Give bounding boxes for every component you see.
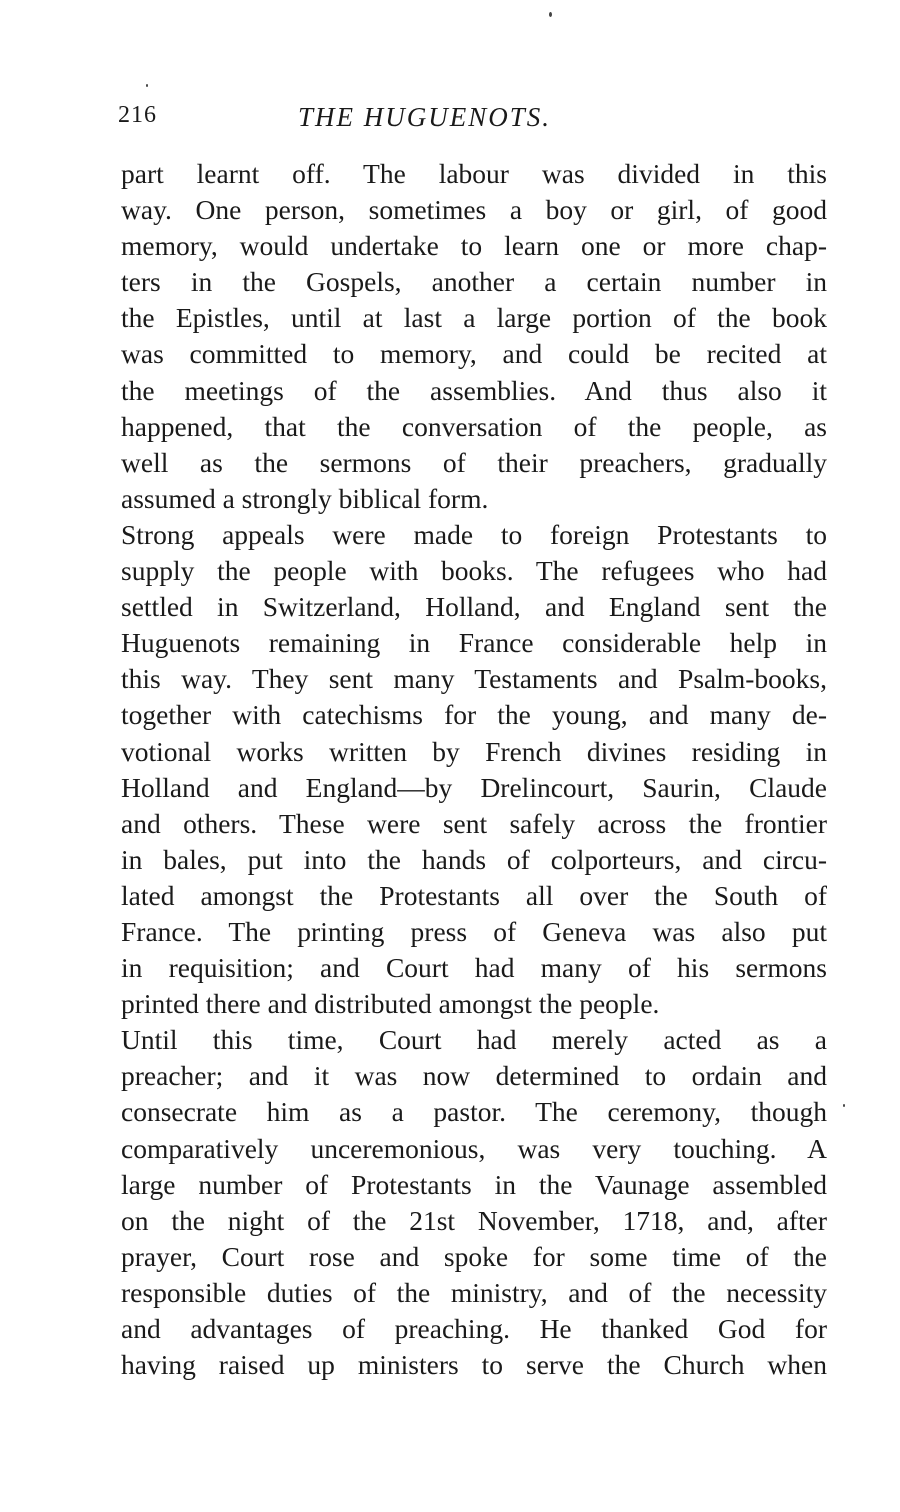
- text-line: the meetings of the assemblies. And thus also it: [121, 374, 827, 406]
- speck-mark: [843, 1104, 845, 1107]
- text-line: having raised up ministers to serve the Church when: [121, 1349, 827, 1381]
- paragraph-start-line: Strong appeals were made to foreign Protestants to: [121, 518, 827, 550]
- text-line: lated amongst the Protestants all over the South of: [121, 879, 827, 911]
- text-line: consecrate him as a pastor. The ceremony, though: [121, 1096, 827, 1128]
- text-line: Huguenots remaining in France considerable help in: [121, 627, 827, 659]
- running-title: THE HUGUENOTS.: [298, 102, 552, 132]
- text-line: this way. They sent many Testaments and Psalm-books,: [121, 663, 827, 695]
- speck-mark: [146, 84, 148, 87]
- text-line: supply the people with books. The refugees who had: [121, 555, 827, 587]
- text-line: well as the sermons of their preachers, gradually: [121, 446, 827, 478]
- text-line: assumed a strongly biblical form.: [121, 482, 489, 514]
- text-line: together with catechisms for the young, and many de-: [121, 699, 827, 731]
- text-line: settled in Switzerland, Holland, and England sent the: [121, 591, 827, 623]
- text-line: and others. These were sent safely across the frontier: [121, 807, 827, 839]
- text-line: votional works written by French divines residing in: [121, 735, 827, 767]
- paragraph-start-line: Until this time, Court had merely acted as a: [121, 1024, 827, 1056]
- text-line: responsible duties of the ministry, and of the necessity: [121, 1276, 827, 1308]
- text-line: in bales, put into the hands of colporteurs, and circu-: [121, 843, 827, 875]
- text-line: Holland and England—by Drelincourt, Saurin, Claude: [121, 771, 827, 803]
- text-line: on the night of the 21st November, 1718, and, after: [121, 1204, 827, 1236]
- text-line: way. One person, sometimes a boy or girl, of good: [121, 194, 827, 226]
- text-line: was committed to memory, and could be recited at: [121, 338, 827, 370]
- text-line: and advantages of preaching. He thanked God for: [121, 1313, 827, 1344]
- text-line: happened, that the conversation of the people, as: [121, 410, 827, 442]
- text-line: large number of Protestants in the Vaunage assembled: [121, 1168, 827, 1200]
- text-line: comparatively unceremonious, was very touching. A: [121, 1132, 827, 1164]
- text-line: ters in the Gospels, another a certain number in: [121, 266, 827, 298]
- text-line: printed there and distributed amongst the people.: [121, 988, 660, 1020]
- text-line: in requisition; and Court had many of his sermons: [121, 952, 827, 984]
- page-number: 216: [118, 102, 157, 128]
- text-line: prayer, Court rose and spoke for some time of the: [121, 1240, 827, 1272]
- text-line: preacher; and it was now determined to ordain and: [121, 1060, 827, 1092]
- body-text: [121, 156, 827, 1383]
- text-line: France. The printing press of Geneva was also put: [121, 915, 827, 947]
- running-head: [118, 102, 830, 138]
- text-line: part learnt off. The labour was divided in this: [121, 158, 827, 189]
- text-line: the Epistles, until at last a large portion of the book: [121, 302, 827, 334]
- speck-mark: [549, 12, 552, 17]
- text-line: memory, would undertake to learn one or more chap-: [121, 230, 827, 262]
